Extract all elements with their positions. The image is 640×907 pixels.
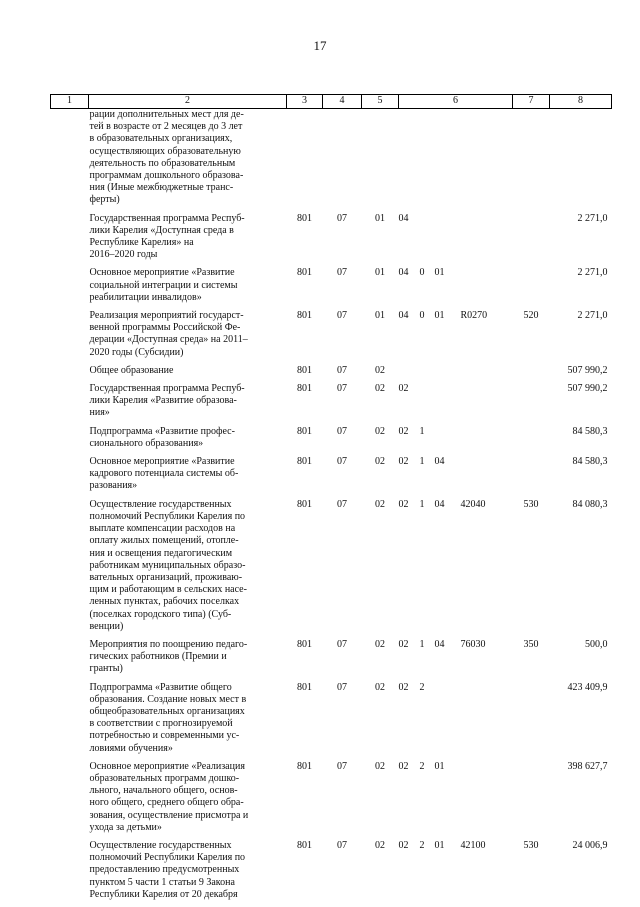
- activity-code: 04: [434, 456, 445, 468]
- expense-type-cell: 530: [523, 498, 539, 510]
- expense-name-cell: Подпрограмма «Развитие общего образования. Создание новых мест в общеобразовательных организациях в соответствии с прогнозируемой потребностью и современными ус- ловиями обучения»: [89, 681, 247, 754]
- expense-type-cell: [513, 682, 550, 761]
- table-row: [51, 310, 612, 365]
- program-code: 02: [398, 383, 409, 395]
- direction-code: [461, 456, 511, 468]
- row-number-cell: [51, 761, 89, 840]
- header-col-8: 8: [550, 95, 612, 109]
- section-code-cell: 07: [337, 638, 347, 650]
- amount-cell: 84 580,3: [572, 425, 608, 437]
- target-article-parts: [399, 456, 513, 468]
- expense-name-cell: Государственная программа Респуб- лики Карелия «Развитие образова- ния»: [89, 383, 245, 419]
- target-article-parts: [399, 761, 513, 773]
- header-row: [51, 95, 612, 109]
- subsection-code-cell: 02: [375, 638, 385, 650]
- section-code-cell: 07: [337, 760, 347, 772]
- direction-code: [461, 383, 511, 395]
- target-article-cell: [399, 267, 513, 310]
- amount-cell: 507 990,2: [567, 383, 608, 395]
- section-code-cell: 07: [337, 383, 347, 395]
- expense-type-cell: [513, 383, 550, 426]
- subsection-code-cell: 02: [375, 383, 385, 395]
- amount-cell: 84 580,3: [572, 456, 608, 468]
- table-row: [51, 761, 612, 840]
- ministry-code-cell: 801: [297, 383, 312, 395]
- expense-type-cell: [513, 365, 550, 383]
- target-article-cell: [399, 310, 513, 365]
- amount-cell: 2 271,0: [577, 212, 608, 224]
- subsection-code-cell: [362, 109, 399, 213]
- target-article-parts: [399, 840, 513, 852]
- row-number-cell: [51, 682, 89, 761]
- row-number-cell: [51, 499, 89, 639]
- expense-name-cell: Реализация мероприятий государст- венной программы Российской Фе- дерации «Доступная среда» на 2011– 2020 годы (Субсидии): [89, 310, 248, 358]
- amount-cell: 507 990,2: [567, 364, 608, 376]
- header-col-6: 6: [399, 95, 513, 109]
- subsection-code-cell: 01: [375, 212, 385, 224]
- program-code: 02: [398, 425, 409, 437]
- target-article-cell: [399, 499, 513, 639]
- section-code-cell: 07: [337, 839, 347, 851]
- direction-code: [461, 213, 511, 225]
- expense-type-cell: 520: [523, 310, 539, 322]
- section-code-cell: [323, 109, 362, 213]
- header-col-5: 5: [362, 95, 399, 109]
- table-header: [51, 95, 612, 109]
- row-number-cell: [51, 109, 89, 213]
- subprogram-code: [420, 383, 435, 395]
- section-code-cell: 07: [337, 364, 347, 376]
- expense-type-cell: 350: [523, 638, 539, 650]
- direction-code: 42040: [460, 498, 486, 510]
- activity-code: 04: [434, 638, 445, 650]
- target-article-cell: [399, 109, 513, 213]
- activity-code: 01: [434, 310, 445, 322]
- ministry-code-cell: 801: [297, 425, 312, 437]
- subsection-code-cell: 01: [375, 267, 385, 279]
- header-col-3: 3: [287, 95, 323, 109]
- program-code: 04: [398, 212, 409, 224]
- target-article-cell: [399, 639, 513, 682]
- table-row: [51, 383, 612, 426]
- expense-name-cell: Мероприятия по поощрению педаго- гических работников (Премии и гранты): [89, 638, 248, 675]
- target-article-cell: [399, 383, 513, 426]
- target-article-cell: [399, 682, 513, 761]
- subprogram-code: 0: [419, 310, 425, 322]
- activity-code: 01: [434, 267, 445, 279]
- program-code: 02: [398, 498, 409, 510]
- program-code: 04: [398, 310, 409, 322]
- subsection-code-cell: 02: [375, 456, 385, 468]
- subsection-code-cell: 02: [375, 681, 385, 693]
- ministry-code-cell: 801: [297, 638, 312, 650]
- subprogram-code: 2: [419, 839, 425, 851]
- subprogram-code: 2: [419, 760, 425, 772]
- table-row: [51, 840, 612, 907]
- expense-name-cell: Осуществление государственных полномочий Республики Карелия по выплате компенсации расходов на оплату жилых помещений, отопле- ния и освещения педагогическим работникам муниципальных образо- вательных организаций, проживаю- щим и работающим в сельских насе- ленных пунктах, рабочих поселках (поселках городского типа) (Суб- венции): [89, 498, 247, 632]
- target-article-parts: [399, 213, 513, 225]
- table-row: [51, 109, 612, 213]
- activity-code: [435, 213, 461, 225]
- table-row: [51, 682, 612, 761]
- subprogram-code: 1: [419, 456, 425, 468]
- target-article-parts: [399, 639, 513, 651]
- row-number-cell: [51, 310, 89, 365]
- row-number-cell: [51, 456, 89, 499]
- row-number-cell: [51, 213, 89, 268]
- amount-cell: 398 627,7: [567, 760, 608, 772]
- subsection-code-cell: 01: [375, 310, 385, 322]
- ministry-code-cell: 801: [297, 310, 312, 322]
- subsection-code-cell: 02: [375, 364, 385, 376]
- section-code-cell: 07: [337, 310, 347, 322]
- direction-code: [461, 682, 511, 694]
- row-number-cell: [51, 365, 89, 383]
- ministry-code-cell: 801: [297, 212, 312, 224]
- table-row: [51, 456, 612, 499]
- program-code: 04: [398, 267, 409, 279]
- subsection-code-cell: 02: [375, 498, 385, 510]
- subsection-code-cell: 02: [375, 425, 385, 437]
- expense-name-cell: Подпрограмма «Развитие профес- сионального образования»: [89, 425, 235, 449]
- section-code-cell: 07: [337, 212, 347, 224]
- target-article-cell: [399, 426, 513, 456]
- target-article-parts: [399, 310, 513, 322]
- program-code: 02: [398, 638, 409, 650]
- subsection-code-cell: 02: [375, 839, 385, 851]
- subsection-code-cell: 02: [375, 760, 385, 772]
- amount-cell: 24 006,9: [572, 839, 608, 851]
- target-article-cell: [399, 840, 513, 907]
- table-row: [51, 499, 612, 639]
- direction-code: 42100: [460, 839, 486, 851]
- table-row: [51, 213, 612, 268]
- table-row: [51, 426, 612, 456]
- target-article-cell: [399, 761, 513, 840]
- expense-name-cell: Основное мероприятие «Реализация образовательных программ дошко- льного, начального общего, основ- ного общего, среднего общего обра- зования, осуществление присмотра и ухода за детьми»: [89, 760, 249, 833]
- amount-cell: [550, 109, 612, 213]
- section-code-cell: 07: [337, 498, 347, 510]
- target-article-parts: [399, 267, 513, 279]
- row-number-cell: [51, 426, 89, 456]
- activity-code: 01: [434, 760, 445, 772]
- activity-code: [435, 426, 461, 438]
- target-article-cell: [399, 213, 513, 268]
- expense-name-cell: Основное мероприятие «Развитие социальной интеграции и системы реабилитации инвалидов»: [89, 267, 238, 303]
- section-code-cell: 07: [337, 267, 347, 279]
- program-code: 02: [398, 681, 409, 693]
- program-code: 02: [398, 456, 409, 468]
- expense-type-cell: 530: [523, 839, 539, 851]
- direction-code: [461, 267, 511, 279]
- amount-cell: 500,0: [585, 638, 608, 650]
- program-code: 02: [398, 760, 409, 772]
- section-code-cell: 07: [337, 456, 347, 468]
- amount-cell: 2 271,0: [577, 267, 608, 279]
- row-number-cell: [51, 267, 89, 310]
- activity-code: 04: [434, 498, 445, 510]
- expense-type-cell: [513, 109, 550, 213]
- subprogram-code: [420, 213, 435, 225]
- ministry-code-cell: [287, 109, 323, 213]
- header-col-2: 2: [89, 95, 287, 109]
- page-number: 17: [313, 38, 327, 53]
- section-code-cell: 07: [337, 425, 347, 437]
- table-row: [51, 639, 612, 682]
- expense-name-cell: Общее образование: [89, 364, 174, 376]
- row-number-cell: [51, 840, 89, 907]
- ministry-code-cell: 801: [297, 839, 312, 851]
- ministry-code-cell: 801: [297, 364, 312, 376]
- subprogram-code: 1: [419, 498, 425, 510]
- header-col-7: 7: [513, 95, 550, 109]
- header-col-1: 1: [51, 95, 89, 109]
- amount-cell: 2 271,0: [577, 310, 608, 322]
- ministry-code-cell: 801: [297, 760, 312, 772]
- activity-code: [435, 682, 461, 694]
- section-code-cell: 07: [337, 681, 347, 693]
- expense-type-cell: [513, 456, 550, 499]
- expense-name-cell: рации дополнительных мест для де- тей в возрасте от 2 месяцев до 3 лет в образовательных организациях, осуществляющих образовательную деятельность по образовательным программам дошкольного образова- ния (Иные межбюджетные транс- ферты): [89, 109, 244, 206]
- amount-cell: 84 080,3: [572, 498, 608, 510]
- expense-type-cell: [513, 761, 550, 840]
- direction-code: 76030: [460, 638, 486, 650]
- subprogram-code: 1: [419, 638, 425, 650]
- ministry-code-cell: 801: [297, 267, 312, 279]
- direction-code: [461, 426, 511, 438]
- table-row: [51, 365, 612, 383]
- target-article-parts: [399, 682, 513, 694]
- budget-table: [50, 94, 612, 907]
- target-article-cell: [399, 456, 513, 499]
- ministry-code-cell: 801: [297, 498, 312, 510]
- target-article-cell: [399, 365, 513, 383]
- expense-type-cell: [513, 213, 550, 268]
- direction-code: R0270: [460, 310, 488, 322]
- amount-cell: 423 409,9: [567, 681, 608, 693]
- row-number-cell: [51, 383, 89, 426]
- program-code: 02: [398, 839, 409, 851]
- expense-name-cell: Осуществление государственных полномочий Республики Карелия по предоставлению предусмотренных пунктом 5 части 1 статьи 9 Закона Республики Карелия от 20 декабря: [89, 839, 246, 900]
- target-article-parts: [399, 383, 513, 395]
- expense-type-cell: [513, 267, 550, 310]
- header-col-4: 4: [323, 95, 362, 109]
- direction-code: [461, 761, 511, 773]
- expense-name-cell: Основное мероприятие «Развитие кадрового потенциала системы об- разования»: [89, 456, 239, 492]
- table-body: [51, 109, 612, 907]
- target-article-parts: [399, 499, 513, 511]
- expense-type-cell: [513, 426, 550, 456]
- target-article-parts: [399, 426, 513, 438]
- table-row: [51, 267, 612, 310]
- subprogram-code: 2: [419, 681, 425, 693]
- ministry-code-cell: 801: [297, 456, 312, 468]
- activity-code: 01: [434, 839, 445, 851]
- row-number-cell: [51, 639, 89, 682]
- expense-name-cell: Государственная программа Респуб- лики Карелия «Доступная среда в Республике Карелия» на 2016–2020 годы: [89, 212, 245, 261]
- activity-code: [435, 383, 461, 395]
- subprogram-code: 1: [419, 425, 425, 437]
- ministry-code-cell: 801: [297, 681, 312, 693]
- subprogram-code: 0: [419, 267, 425, 279]
